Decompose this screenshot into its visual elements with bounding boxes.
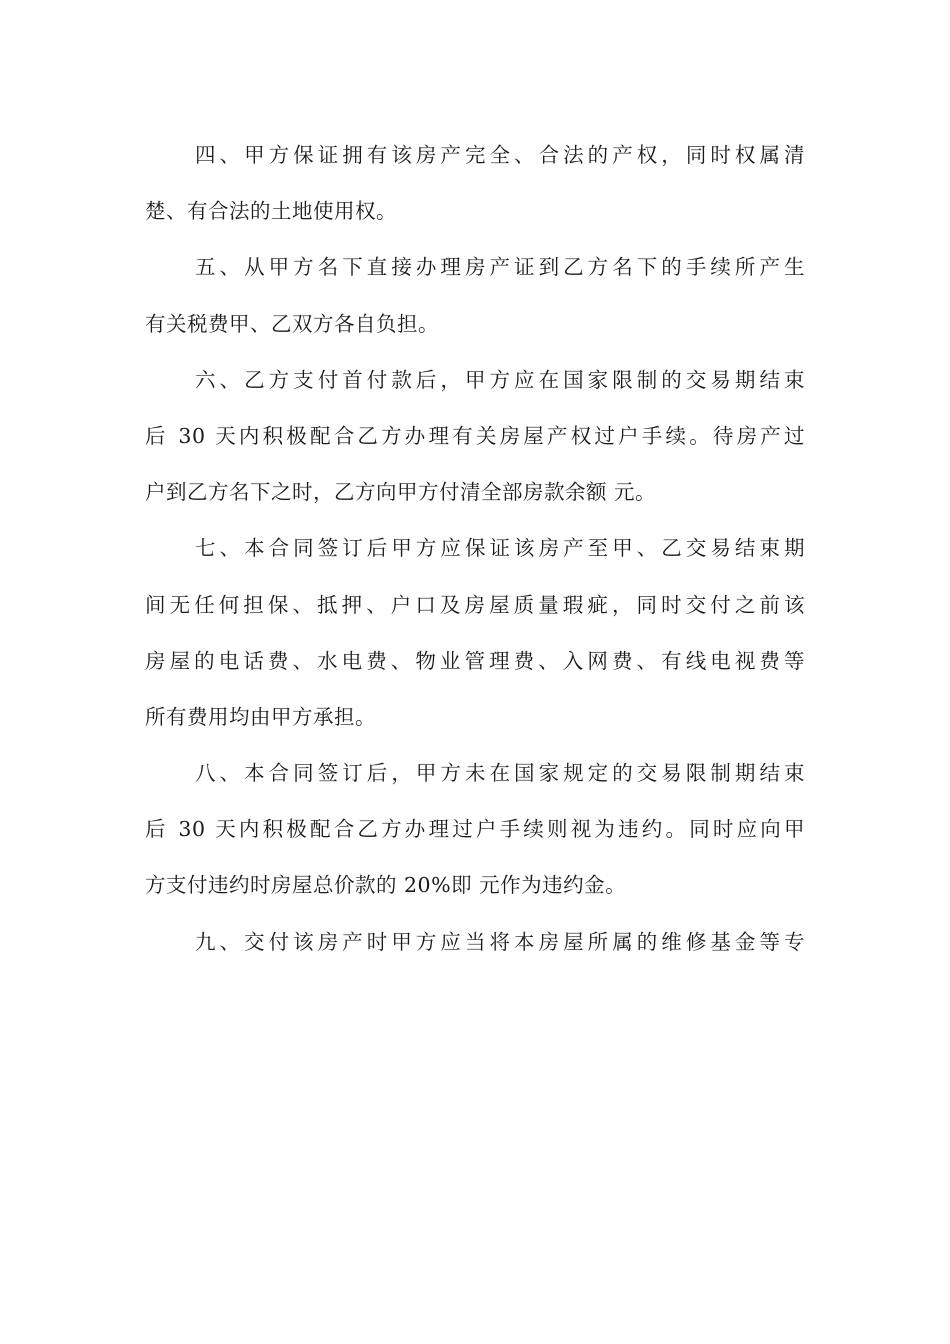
clause-4-line-1: 四、甲方保证拥有该房产完全、合法的产权，同时权属清 xyxy=(195,143,805,167)
clause-6-line-3: 户到乙方名下之时，乙方向甲方付清全部房款余额 元。 xyxy=(145,480,657,505)
clause-8-line-2: 后 30 天内积极配合乙方办理过户手续则视为违约。同时应向甲 xyxy=(145,817,805,842)
clause-6-line-2: 后 30 天内积极配合乙方办理有关房屋产权过户手续。待房产过 xyxy=(145,423,805,448)
clause-5-line-2: 有关税费甲、乙双方各自负担。 xyxy=(145,311,439,336)
clause-7-line-1: 七、本合同签订后甲方应保证该房产至甲、乙交易结束期 xyxy=(195,536,805,561)
clause-6-line-1: 六、乙方支付首付款后，甲方应在国家限制的交易期结束 xyxy=(195,367,805,392)
clause-7-line-4: 所有费用均由甲方承担。 xyxy=(145,704,376,729)
clause-9-line-1: 九、交付该房产时甲方应当将本房屋所属的维修基金等专 xyxy=(195,929,805,954)
clause-8-line-3: 方支付违约时房屋总价款的 20%即 元作为违约金。 xyxy=(145,873,627,898)
clause-7-line-2: 间无任何担保、抵押、户口及房屋质量瑕疵，同时交付之前该 xyxy=(145,592,805,617)
clause-5-line-1: 五、从甲方名下直接办理房产证到乙方名下的手续所产生 xyxy=(195,255,805,280)
clause-8-line-1: 八、本合同签订后，甲方未在国家规定的交易限制期结束 xyxy=(195,761,805,786)
contract-text xyxy=(145,127,805,970)
clause-7-line-3: 房屋的电话费、水电费、物业管理费、入网费、有线电视费等 xyxy=(145,648,805,673)
clause-4-line-2: 楚、有合法的土地使用权。 xyxy=(145,199,397,224)
